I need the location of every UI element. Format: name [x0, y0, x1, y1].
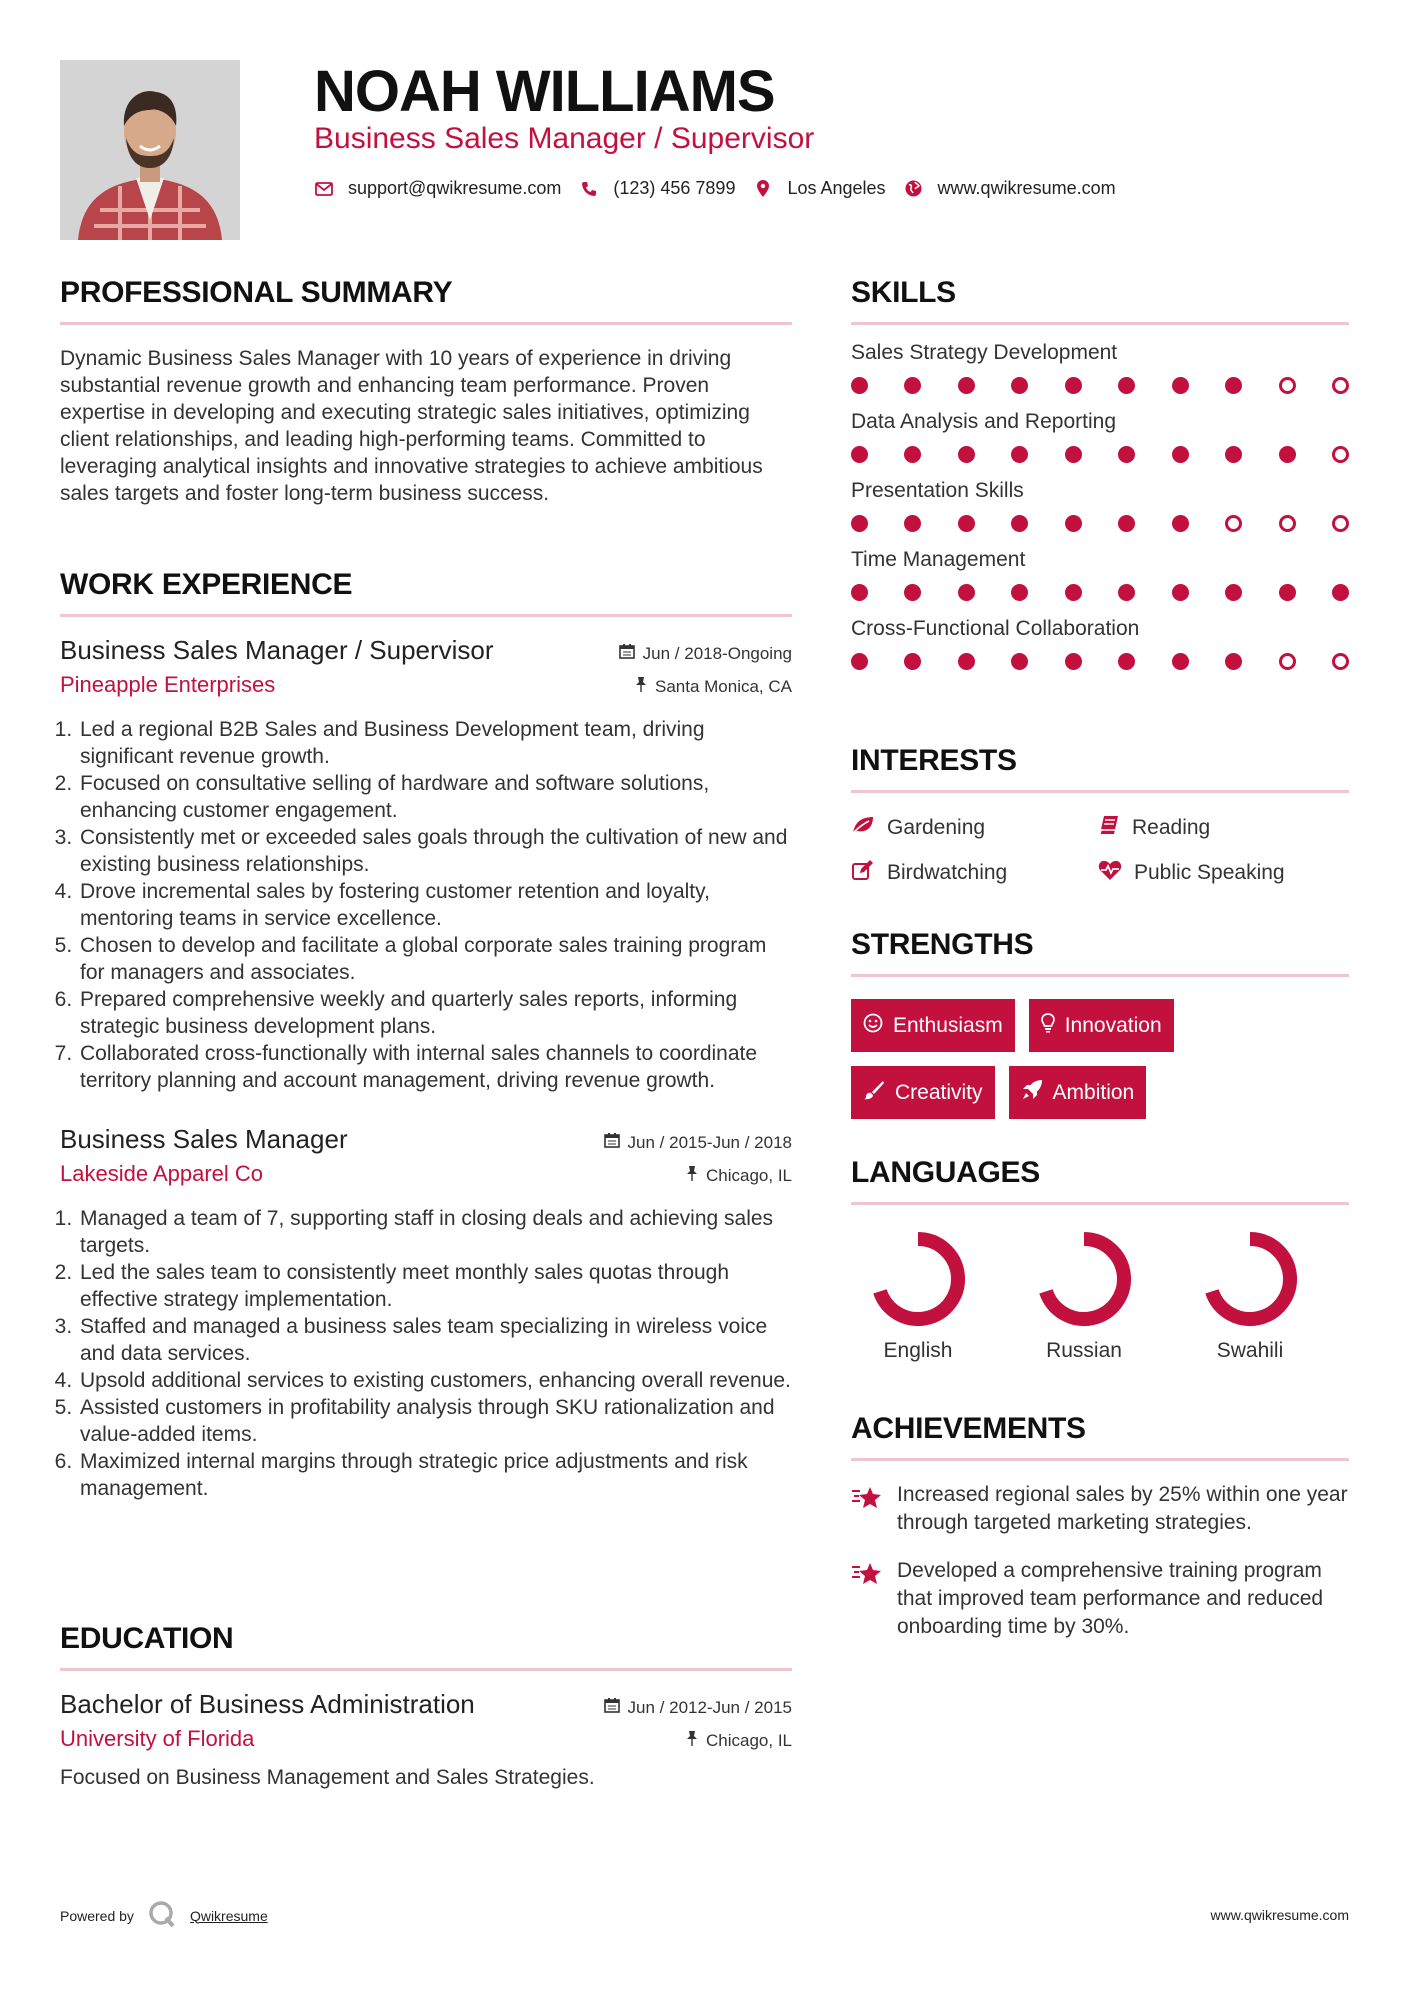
- job-title: Business Sales Manager / Supervisor: [60, 635, 494, 665]
- map-pin-icon: [753, 179, 773, 199]
- list-item: 5. Assisted customers in profitability analysis through SKU rationalization and value-added items.: [78, 1394, 792, 1448]
- job-company: Pineapple Enterprises: [60, 672, 276, 697]
- skill-item: [851, 479, 1349, 532]
- interest-label: Reading: [1132, 816, 1211, 839]
- rating-dot-filled: [1172, 446, 1189, 463]
- book-icon: [1098, 815, 1120, 841]
- strength-label: Innovation: [1064, 1013, 1162, 1037]
- rating-dot-filled: [1011, 584, 1028, 601]
- rating-dot-filled: [1332, 584, 1349, 601]
- rating-dot-filled: [958, 515, 975, 532]
- rating-dot-filled: [1172, 377, 1189, 394]
- achievement-text: Developed a comprehensive training program that improved team performance and reduced onboarding time by 30%.: [897, 1559, 1324, 1638]
- rating-dot-filled: [904, 515, 921, 532]
- rating-dot-filled: [851, 653, 868, 670]
- skill-rating: [851, 584, 1349, 601]
- rating-dot-filled: [851, 377, 868, 394]
- language-name: Russian: [1046, 1339, 1122, 1362]
- education-note: Focused on Business Management and Sales Strategies.: [60, 1766, 595, 1789]
- heartbeat-icon: [1098, 859, 1122, 887]
- summary-heading: PROFESSIONAL SUMMARY: [60, 276, 792, 325]
- skill-item: [851, 410, 1349, 463]
- strength-label: Creativity: [895, 1080, 983, 1104]
- rating-dot-filled: [1172, 515, 1189, 532]
- interest-item: [851, 815, 1098, 841]
- job-dates: Jun / 2018-Ongoing: [642, 643, 792, 663]
- strengths-section: [851, 928, 1349, 1119]
- achievement-text: Increased regional sales by 25% within one year through targeted marketing strategies.: [897, 1483, 1348, 1534]
- calendar-icon: [619, 643, 635, 664]
- rating-dot-filled: [1011, 446, 1028, 463]
- rating-dot-empty: [1332, 377, 1349, 394]
- star-icon: [851, 1481, 883, 1537]
- footer-url[interactable]: www.qwikresume.com: [1210, 1907, 1349, 1923]
- rating-dot-filled: [851, 584, 868, 601]
- job-location: Santa Monica, CA: [654, 676, 792, 696]
- list-item: 3. Staffed and managed a business sales team specializing in wireless voice and data services.: [78, 1313, 792, 1367]
- rating-dot-filled: [1172, 584, 1189, 601]
- rating-dot-filled: [1011, 515, 1028, 532]
- envelope-icon: [314, 179, 334, 199]
- location-text: Los Angeles: [787, 178, 886, 198]
- contact-website[interactable]: [904, 178, 1116, 199]
- calendar-icon: [604, 1132, 620, 1153]
- globe-icon: [904, 179, 924, 199]
- job-duties: [60, 1205, 792, 1502]
- skill-name: Time Management: [851, 548, 1026, 571]
- rating-dot-filled: [1118, 653, 1135, 670]
- education-section: [60, 1622, 792, 1790]
- list-item: 6. Maximized internal margins through strategic price adjustments and risk management.: [78, 1448, 792, 1502]
- strength-tag: [1029, 999, 1174, 1052]
- brand-link[interactable]: Qwikresume: [189, 1907, 268, 1924]
- email-text: support@qwikresume.com: [348, 178, 562, 198]
- interest-label: Public Speaking: [1134, 861, 1285, 884]
- skill-item: [851, 617, 1349, 670]
- interest-label: Gardening: [887, 816, 986, 839]
- qwikresume-logo-icon: [148, 1900, 176, 1931]
- rating-dot-filled: [904, 446, 921, 463]
- profile-photo: [60, 60, 240, 240]
- lightbulb-icon: [1041, 1013, 1055, 1039]
- rating-dot-filled: [1118, 377, 1135, 394]
- rocket-icon: [1021, 1079, 1043, 1107]
- language-item: [859, 1229, 977, 1363]
- list-item: 6. Prepared comprehensive weekly and quarterly sales reports, informing strategic business development plans.: [78, 986, 792, 1040]
- list-item: 4. Drove incremental sales by fostering customer retention and loyalty, mentoring teams in service excellence.: [78, 878, 792, 932]
- list-item: 3. Consistently met or exceeded sales goals through the cultivation of new and existing business relationships.: [78, 824, 792, 878]
- rating-dot-empty: [1332, 515, 1349, 532]
- rating-dot-filled: [1225, 653, 1242, 670]
- candidate-role: Business Sales Manager / Supervisor: [314, 122, 815, 155]
- experience-section: [60, 568, 792, 1502]
- phone-text: (123) 456 7899: [613, 178, 736, 198]
- achievement-item: [851, 1557, 1349, 1641]
- languages-section: [851, 1156, 1349, 1363]
- rating-dot-filled: [1065, 446, 1082, 463]
- skills-section: [851, 276, 1349, 670]
- rating-dot-filled: [851, 515, 868, 532]
- rating-dot-filled: [1279, 584, 1296, 601]
- list-item: 7. Collaborated cross-functionally with internal sales channels to coordinate territory planning and account management, driving revenue growth.: [78, 1040, 792, 1094]
- skill-rating: [851, 446, 1349, 463]
- rating-dot-empty: [1332, 653, 1349, 670]
- rating-dot-filled: [958, 653, 975, 670]
- language-item: [1191, 1229, 1309, 1363]
- pin-icon: [686, 1730, 698, 1751]
- strength-tag: [1009, 1066, 1147, 1119]
- education-heading: EDUCATION: [60, 1622, 792, 1671]
- rating-dot-empty: [1225, 515, 1242, 532]
- rating-dot-filled: [1118, 515, 1135, 532]
- interest-item: [851, 859, 1098, 887]
- interest-label: Birdwatching: [887, 861, 1008, 884]
- skill-name: Presentation Skills: [851, 479, 1024, 502]
- rating-dot-filled: [904, 377, 921, 394]
- summary-section: [60, 276, 792, 507]
- rating-dot-empty: [1279, 653, 1296, 670]
- experience-heading: WORK EXPERIENCE: [60, 568, 792, 617]
- job-duties: [60, 716, 792, 1094]
- interests-section: [851, 744, 1349, 887]
- rating-dot-filled: [1118, 446, 1135, 463]
- language-gauge: [1034, 1229, 1134, 1329]
- list-item: 4. Upsold additional services to existing customers, enhancing overall revenue.: [78, 1367, 792, 1394]
- rating-dot-filled: [1065, 584, 1082, 601]
- skill-name: Cross-Functional Collaboration: [851, 617, 1140, 640]
- list-item: 1. Led a regional B2B Sales and Business Development team, driving significant revenue growth.: [78, 716, 792, 770]
- rating-dot-filled: [1065, 377, 1082, 394]
- paintbrush-icon: [863, 1080, 885, 1106]
- language-gauge: [1200, 1229, 1300, 1329]
- language-name: English: [883, 1339, 953, 1362]
- proficiency-arc: [1212, 1239, 1290, 1319]
- rating-dot-filled: [1279, 446, 1296, 463]
- rating-dot-filled: [1011, 377, 1028, 394]
- proficiency-arc: [1046, 1239, 1124, 1319]
- interest-item: [1098, 859, 1349, 887]
- contact-email[interactable]: [314, 178, 561, 199]
- contact-bar: [314, 178, 1116, 199]
- skills-list: [851, 341, 1349, 670]
- rating-dot-filled: [1011, 653, 1028, 670]
- leaf-icon: [851, 815, 875, 841]
- pin-icon: [686, 1165, 698, 1186]
- achievements-heading: ACHIEVEMENTS: [851, 1412, 1349, 1461]
- interest-item: [1098, 815, 1349, 841]
- job-dates: Jun / 2015-Jun / 2018: [627, 1132, 792, 1152]
- edit-icon: [851, 859, 875, 887]
- rating-dot-filled: [1065, 515, 1082, 532]
- rating-dot-filled: [1172, 653, 1189, 670]
- proficiency-arc: [880, 1239, 958, 1319]
- pin-icon: [635, 676, 647, 697]
- achievements-section: [851, 1412, 1349, 1641]
- rating-dot-filled: [1225, 446, 1242, 463]
- language-item: [1025, 1229, 1143, 1363]
- education-location: Chicago, IL: [706, 1730, 792, 1750]
- rating-dot-filled: [958, 377, 975, 394]
- achievement-item: [851, 1481, 1349, 1537]
- education-dates: Jun / 2012-Jun / 2015: [627, 1697, 792, 1717]
- skill-name: Sales Strategy Development: [851, 341, 1118, 364]
- job-location: Chicago, IL: [706, 1165, 792, 1185]
- strength-label: Enthusiasm: [893, 1013, 1003, 1037]
- skill-item: [851, 341, 1349, 394]
- contact-phone[interactable]: [579, 178, 735, 199]
- strength-label: Ambition: [1052, 1080, 1135, 1104]
- footer-powered-by: [60, 1900, 268, 1931]
- job-title: Business Sales Manager: [60, 1124, 348, 1154]
- rating-dot-empty: [1332, 446, 1349, 463]
- calendar-icon: [604, 1697, 620, 1718]
- job-company: Lakeside Apparel Co: [60, 1161, 264, 1186]
- rating-dot-filled: [904, 653, 921, 670]
- interests-heading: INTERESTS: [851, 744, 1349, 793]
- list-item: 1. Managed a team of 7, supporting staff in closing deals and achieving sales targets.: [78, 1205, 792, 1259]
- summary-text: Dynamic Business Sales Manager with 10 years of experience in driving substantial revenue growth and enhancing team performance. Proven expertise in developing and executing strategic sales initiatives, optimizing client relationships, and leading high-performing teams. Committed to leveraging analytical insights and innovative strategies to achieve ambitious sales targets and foster long-term business success.: [60, 347, 763, 505]
- languages-heading: LANGUAGES: [851, 1156, 1349, 1205]
- list-item: 2. Focused on consultative selling of hardware and software solutions, enhancing customer engagement.: [78, 770, 792, 824]
- language-gauge: [868, 1229, 968, 1329]
- smile-icon: [863, 1013, 883, 1039]
- list-item: 5. Chosen to develop and facilitate a global corporate sales training program for managers and associates.: [78, 932, 792, 986]
- rating-dot-filled: [958, 446, 975, 463]
- contact-location: [753, 178, 885, 199]
- degree-title: Bachelor of Business Administration: [60, 1689, 475, 1719]
- rating-dot-empty: [1279, 515, 1296, 532]
- school-name: University of Florida: [60, 1726, 255, 1751]
- skill-rating: [851, 653, 1349, 670]
- powered-by-label: Powered by: [60, 1907, 134, 1924]
- strength-tag: [851, 1066, 995, 1119]
- skill-item: [851, 548, 1349, 601]
- rating-dot-filled: [1225, 377, 1242, 394]
- skills-heading: SKILLS: [851, 276, 1349, 325]
- rating-dot-filled: [904, 584, 921, 601]
- job-entry: [60, 635, 792, 1094]
- language-name: Swahili: [1216, 1339, 1284, 1362]
- star-icon: [851, 1557, 883, 1641]
- rating-dot-filled: [851, 446, 868, 463]
- list-item: 2. Led the sales team to consistently meet monthly sales quotas through effective strategy implementation.: [78, 1259, 792, 1313]
- rating-dot-filled: [1225, 584, 1242, 601]
- strengths-heading: STRENGTHS: [851, 928, 1349, 977]
- rating-dot-empty: [1279, 377, 1296, 394]
- strength-tag: [851, 999, 1015, 1052]
- skill-rating: [851, 377, 1349, 394]
- skill-rating: [851, 515, 1349, 532]
- rating-dot-filled: [1065, 653, 1082, 670]
- candidate-name: NOAH WILLIAMS: [314, 59, 775, 124]
- job-entry: [60, 1124, 792, 1502]
- phone-icon: [579, 179, 599, 199]
- skill-name: Data Analysis and Reporting: [851, 410, 1116, 433]
- website-text: www.qwikresume.com: [937, 178, 1116, 198]
- rating-dot-filled: [958, 584, 975, 601]
- rating-dot-filled: [1118, 584, 1135, 601]
